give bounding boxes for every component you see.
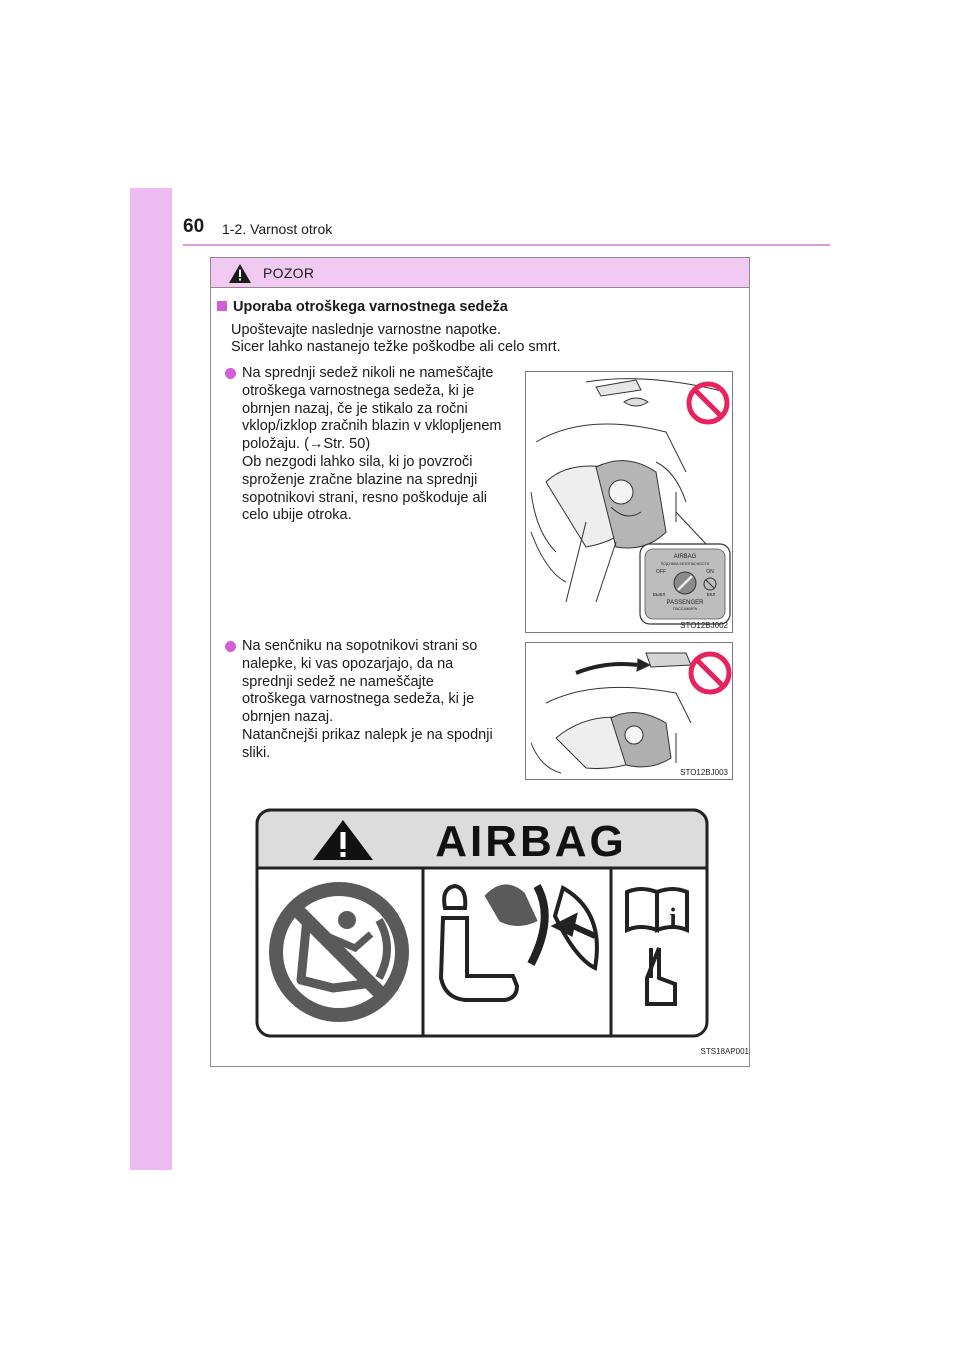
caution-header [211,258,749,288]
svg-text:PASSENGER: PASSENGER [666,600,704,606]
svg-text:ON: ON [706,569,714,575]
figure-code: STS18AP001 [700,1047,749,1056]
figure-rear-facing-seat [525,371,733,633]
bullet-front-seat-warning: Na sprednji sedež nikoli ne nameščajte otroškega varnostnega sedeža, ki je obrnjen nazaj, če je stikalo za ročni vklop/izklop zračnih blazin v vklopljenem položaju. (→Str. 50) Ob nezgodi lahko sila, ki jo povzroči sproženje zračne blazine na sprednji sopotnikovi strani, resno poškoduje ali celo ubije otroka. [225,365,515,525]
side-strip [130,188,172,1170]
warning-icon [229,264,251,283]
square-bullet-icon [217,301,227,311]
caution-box [210,257,750,1067]
sun-visor-illustration [526,643,733,780]
svg-text:OFF: OFF [656,569,666,575]
airbag-warning-label [255,808,749,1056]
circle-bullet-icon [225,368,236,379]
svg-text:ВЫКЛ: ВЫКЛ [652,592,666,597]
intro-text: Upoštevajte naslednje varnostne napotke. Sicer lahko nastanejo težke poškodbe ali celo smrt. [231,322,561,355]
airbag-label-illustration [255,808,709,1038]
figure-code: STO12BJ003 [680,768,728,777]
airbag-switch-panel [640,544,730,624]
caution-label: POZOR [263,265,315,281]
prohibition-icon [689,384,727,422]
figure-code: STO12BJ002 [680,621,728,630]
svg-text:AIRBAG: AIRBAG [435,817,627,866]
car-interior-illustration [526,372,733,633]
prohibition-icon [691,654,729,692]
svg-text:ПОДУШКА БЕЗОПАСНОСТИ: ПОДУШКА БЕЗОПАСНОСТИ [660,562,710,566]
svg-text:AIRBAG: AIRBAG [673,554,697,560]
circle-bullet-icon [225,641,236,652]
header-divider [183,244,830,246]
section-title: 1-2. Varnost otrok [222,221,333,237]
bullet-sun-visor-labels: Na senčniku na sopotnikovi strani so nalepke, ki vas opozarjajo, da na sprednji sedež ne nameščajte otroškega varnostnega sedeža, ki je obrnjen nazaj. Natančnejši prikaz nalepk je na spodnji sliki. [225,638,515,763]
svg-text:ПАССАЖИРА: ПАССАЖИРА [672,607,698,611]
svg-text:ВКЛ: ВКЛ [706,592,716,597]
figure-sun-visor [525,642,733,780]
section-heading: Uporaba otroškega varnostnega sedeža [217,299,508,315]
page-number: 60 [183,216,205,237]
svg-text:i: i [669,903,677,932]
